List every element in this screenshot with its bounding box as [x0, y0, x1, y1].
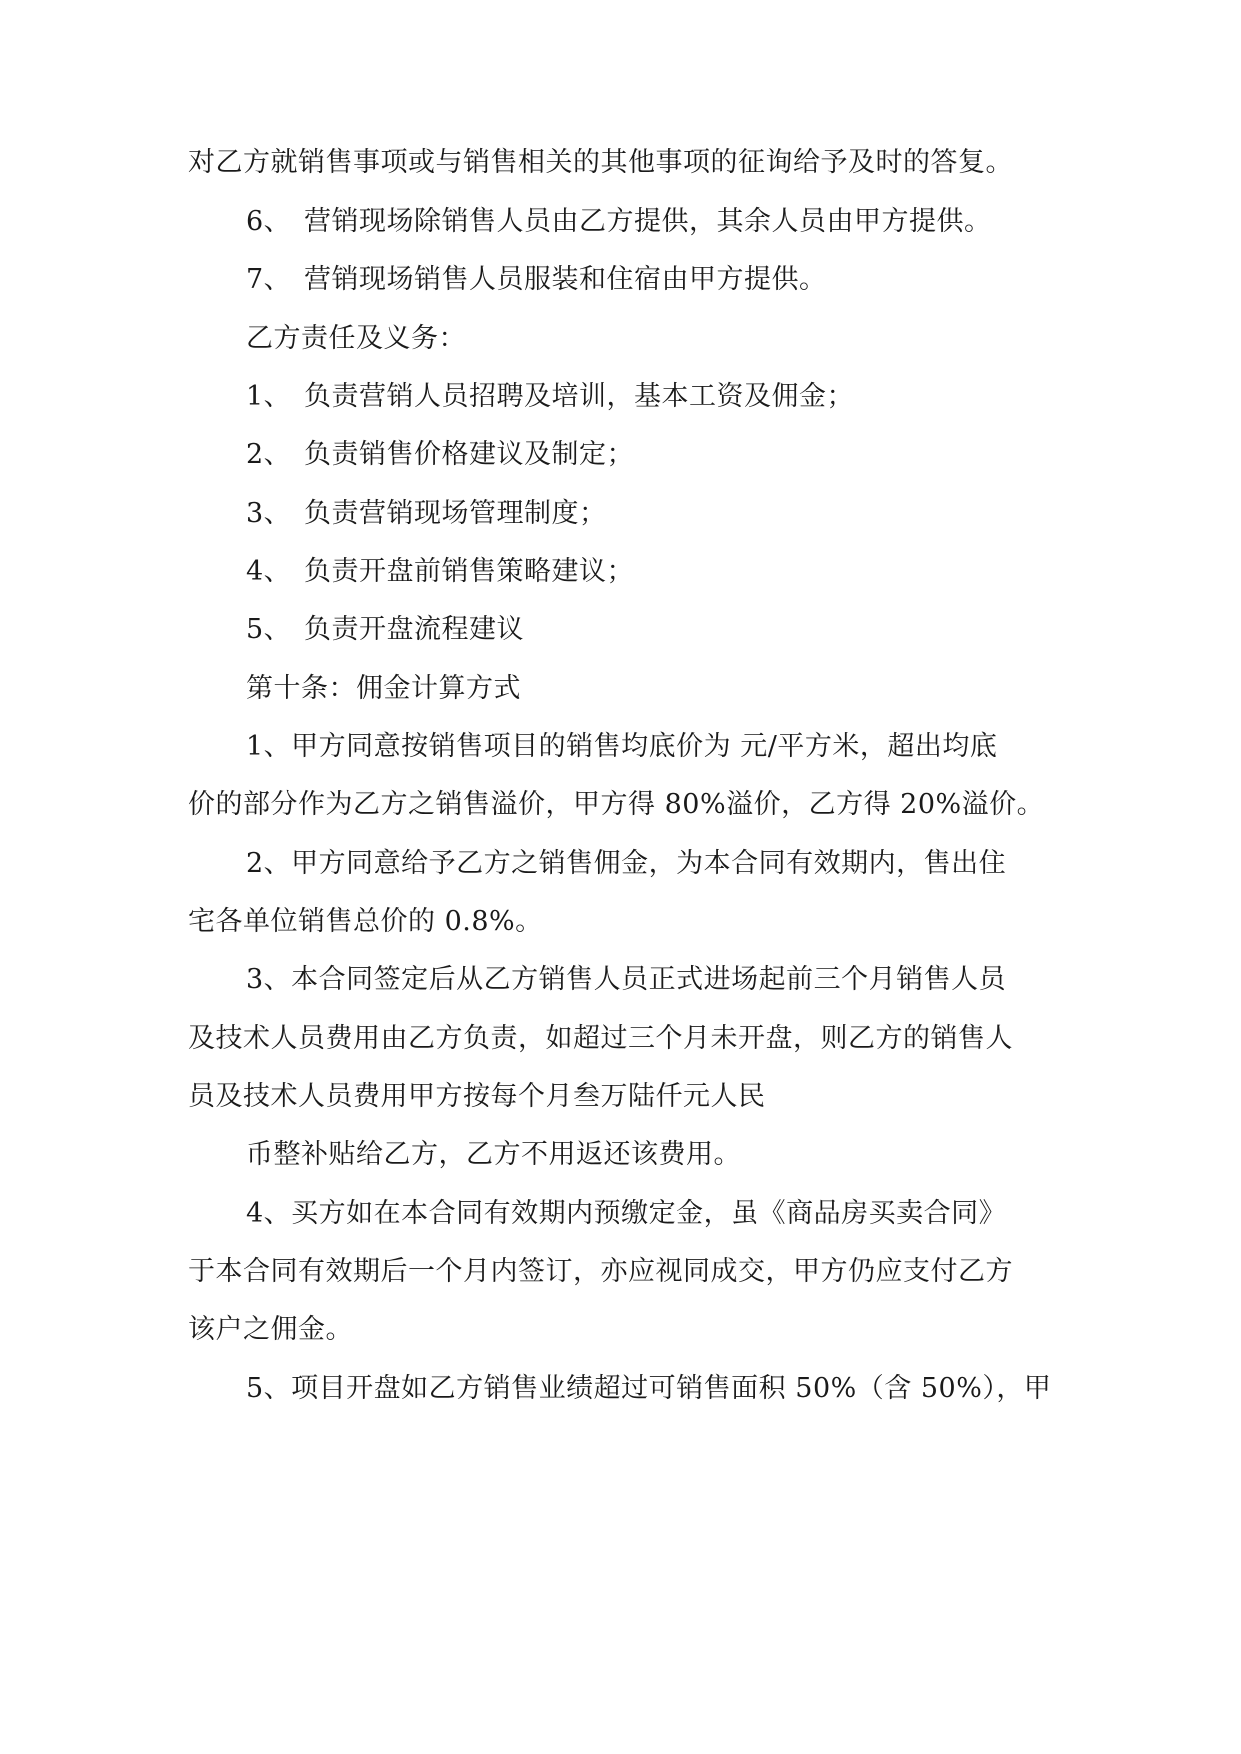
paragraph-line: 该户之佣金。 [188, 1314, 353, 1345]
paragraph-line: 5、项目开盘如乙方销售业绩超过可销售面积 50%（含 50%），甲 [246, 1373, 1052, 1404]
item-number: 3、 [246, 498, 292, 529]
article-heading: 第十条：佣金计算方式 [246, 673, 521, 704]
numbered-item [246, 205, 992, 239]
paragraph-line: 员及技术人员费用甲方按每个月叁万陆仟元人民 [188, 1081, 766, 1112]
item-text: 负责营销现场管理制度； [304, 498, 607, 529]
item-number: 1、 [246, 381, 292, 412]
item-number: 2、 [246, 439, 292, 470]
item-text: 营销现场除销售人员由乙方提供，其余人员由甲方提供。 [304, 206, 992, 237]
item-text: 负责开盘前销售策略建议； [304, 556, 634, 587]
paragraph-line: 币整补贴给乙方，乙方不用返还该费用。 [246, 1139, 741, 1170]
paragraph-line: 对乙方就销售事项或与销售相关的其他事项的征询给予及时的答复。 [188, 147, 1013, 178]
numbered-item [246, 263, 827, 297]
item-number: 7、 [246, 264, 292, 295]
paragraph-line: 4、买方如在本合同有效期内预缴定金，虽《商品房买卖合同》 [246, 1198, 1007, 1229]
item-number: 6、 [246, 206, 292, 237]
paragraph-line: 1、甲方同意按销售项目的销售均底价为 元/平方米，超出均底 [246, 731, 998, 762]
item-text: 营销现场销售人员服装和住宿由甲方提供。 [304, 264, 827, 295]
item-text: 负责营销人员招聘及培训，基本工资及佣金； [304, 381, 854, 412]
paragraph-line: 于本合同有效期后一个月内签订，亦应视同成交，甲方仍应支付乙方 [188, 1256, 1013, 1287]
numbered-item [246, 380, 854, 414]
paragraph-line: 2、甲方同意给予乙方之销售佣金，为本合同有效期内，售出住 [246, 848, 1007, 879]
item-text: 负责开盘流程建议 [304, 614, 524, 645]
item-number: 4、 [246, 556, 292, 587]
item-text: 负责销售价格建议及制定； [304, 439, 634, 470]
numbered-item [246, 555, 634, 589]
numbered-item [246, 497, 607, 531]
section-heading: 乙方责任及义务： [246, 323, 466, 354]
numbered-item [246, 438, 634, 472]
numbered-item [246, 613, 524, 647]
paragraph-line: 3、本合同签定后从乙方销售人员正式进场起前三个月销售人员 [246, 964, 1007, 995]
paragraph-line: 价的部分作为乙方之销售溢价，甲方得 80%溢价，乙方得 20%溢价。 [188, 789, 1045, 820]
paragraph-line: 宅各单位销售总价的 0.8%。 [188, 906, 543, 937]
item-number: 5、 [246, 614, 292, 645]
paragraph-line: 及技术人员费用由乙方负责，如超过三个月未开盘，则乙方的销售人 [188, 1023, 1013, 1054]
